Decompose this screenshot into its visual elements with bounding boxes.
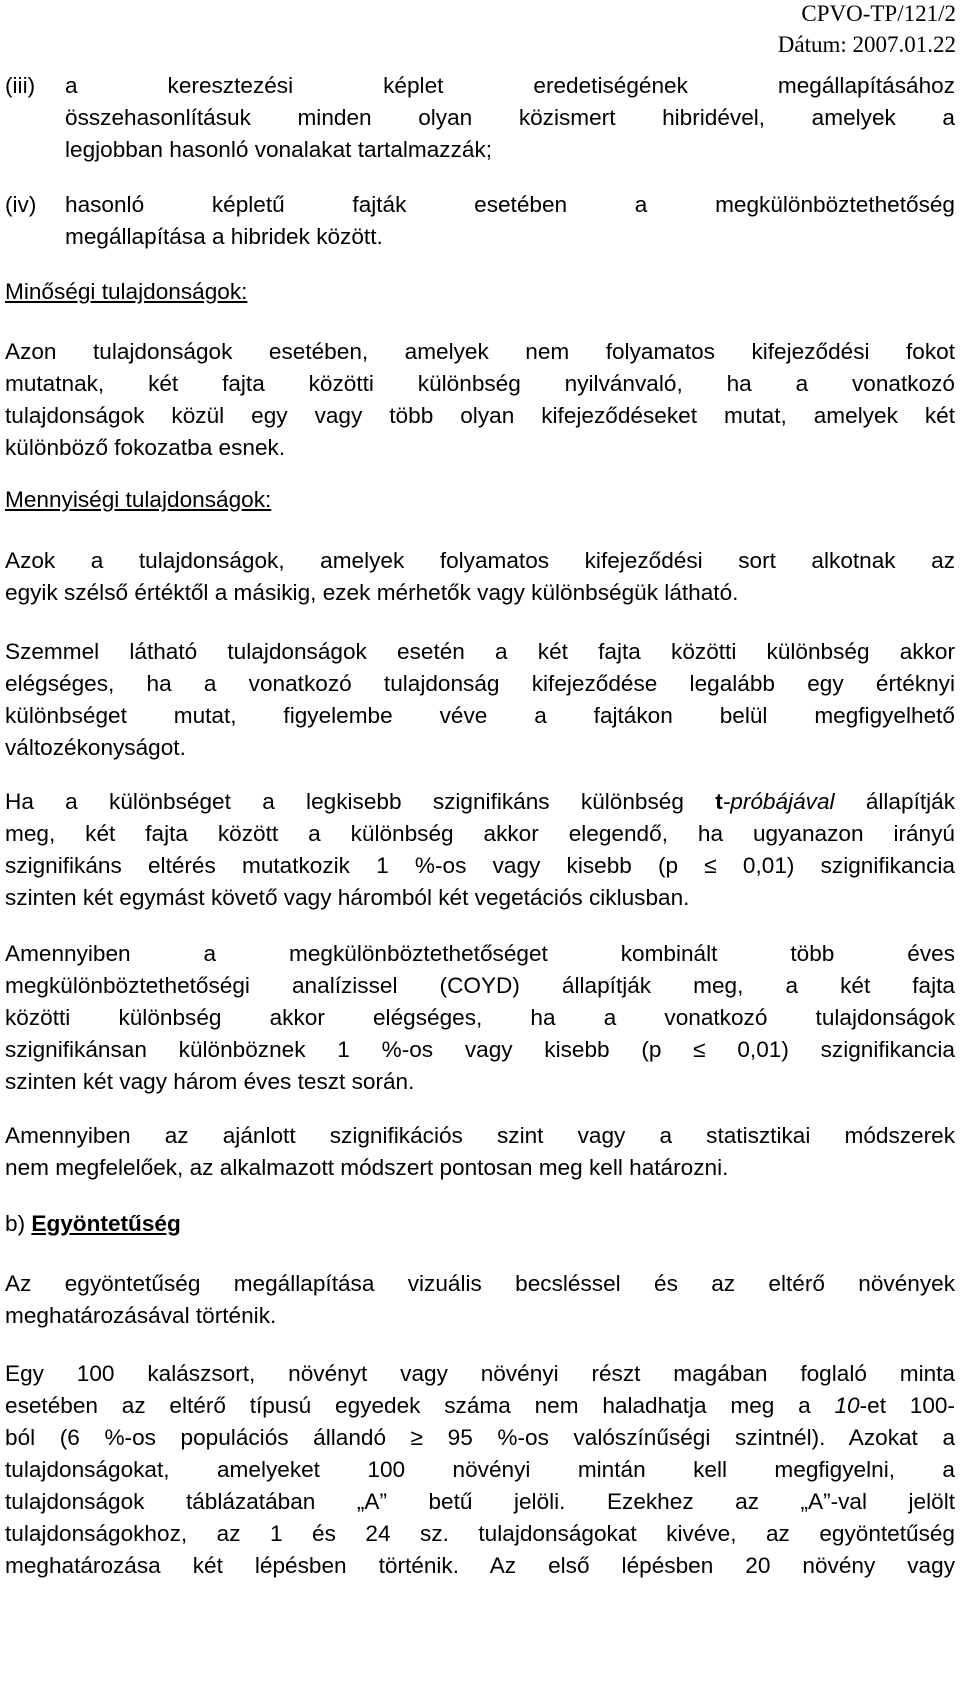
text-line: tulajdonságokhoz, az 1 és 24 sz. tulajdonságokat kivéve, az egyöntetűség bbox=[5, 1521, 955, 1546]
list-item bbox=[5, 70, 955, 166]
text-line: Amennyiben az ajánlott szignifikációs szint vagy a statisztikai módszerek bbox=[5, 1123, 955, 1148]
text-line: összehasonlításuk minden olyan közismert hibridével, amelyek a bbox=[65, 105, 955, 130]
text-line: Egy 100 kalászsort, növényt vagy növényi részt magában foglaló minta bbox=[5, 1361, 955, 1386]
text-line: közötti különbség akkor elégséges, ha a vonatkozó tulajdonságok bbox=[5, 1005, 955, 1030]
paragraph-ttest bbox=[5, 786, 955, 914]
text-line: Amennyiben a megkülönböztethetőséget kombinált több éves bbox=[5, 941, 955, 966]
section-heading-quantitative bbox=[5, 484, 955, 516]
text-line: egyik szélső értéktől a másikig, ezek mérhetők vagy különbségük látható. bbox=[5, 580, 739, 605]
document-id: CPVO-TP/121/2 bbox=[801, 1, 956, 26]
text-run: esetében az eltérő típusú egyedek száma nem haladhatja meg a bbox=[5, 1393, 835, 1418]
greater-equal-symbol: ≥ bbox=[410, 1425, 424, 1450]
less-equal-symbol: ≤ bbox=[704, 853, 717, 878]
section-heading-qualitative bbox=[5, 276, 955, 308]
heading-prefix: b) bbox=[5, 1211, 32, 1236]
paragraph-sample bbox=[5, 1358, 955, 1582]
paragraph-visual bbox=[5, 636, 955, 764]
text-run: szignifikánsan különböznek 1 %-os vagy kisebb (p bbox=[5, 1037, 694, 1062]
text-line: Azok a tulajdonságok, amelyek folyamatos kifejeződési sort alkotnak az bbox=[5, 548, 955, 573]
text-run: 0,01) szignifikancia bbox=[705, 1037, 955, 1062]
text-line: különbséget mutat, figyelembe véve a fajtákon belül megfigyelhető bbox=[5, 703, 955, 728]
text-line bbox=[5, 850, 955, 882]
text-run: Ha a különbséget a legkisebb szignifikáns különbség bbox=[5, 789, 716, 814]
text-line: elégséges, ha a vonatkozó tulajdonság kifejeződése legalább egy értéknyi bbox=[5, 671, 955, 696]
italic-run: 10 bbox=[834, 1393, 860, 1418]
text-line: szinten két vagy három éves teszt során. bbox=[5, 1069, 415, 1094]
heading-text: Minőségi tulajdonságok: bbox=[5, 279, 248, 304]
paragraph-uniformity bbox=[5, 1268, 955, 1332]
list-item bbox=[5, 189, 955, 253]
text-line bbox=[5, 1390, 955, 1422]
list-number: (iii) bbox=[5, 73, 36, 98]
text-line: változékonyságot. bbox=[5, 735, 186, 760]
text-line: legjobban hasonló vonalakat tartalmazzák; bbox=[65, 137, 493, 162]
text-line: szinten két egymást követő vagy háromból két vegetációs ciklusban. bbox=[5, 885, 690, 910]
text-line: a keresztezési képlet eredetiségének megállapításához bbox=[65, 73, 955, 98]
text-line: Az egyöntetűség megállapítása vizuális becsléssel és az eltérő növények bbox=[5, 1271, 955, 1296]
less-equal-symbol: ≤ bbox=[693, 1037, 706, 1062]
list-number: (iv) bbox=[5, 192, 37, 217]
document-date: Dátum: 2007.01.22 bbox=[777, 32, 956, 57]
text-line bbox=[5, 1422, 955, 1454]
text-line: meghatározása két lépésben történik. Az első lépésben 20 növény vagy bbox=[5, 1553, 955, 1578]
text-line: mutatnak, két fajta közötti különbség nyilvánvaló, ha a vonatkozó bbox=[5, 371, 955, 396]
text-line: különböző fokozatba esnek. bbox=[5, 435, 286, 460]
heading-text: Egyöntetűség bbox=[31, 1211, 181, 1236]
text-run: szignifikáns eltérés mutatkozik 1 %-os vagy kisebb (p bbox=[5, 853, 705, 878]
text-line: Azon tulajdonságok esetében, amelyek nem folyamatos kifejeződési fokot bbox=[5, 339, 955, 364]
paragraph-quantitative bbox=[5, 545, 955, 609]
text-line: megkülönböztethetőségi analízissel (COYD) állapítják meg, a két fajta bbox=[5, 973, 955, 998]
text-line bbox=[5, 786, 955, 818]
text-line: meg, két fajta között a különbség akkor elegendő, ha ugyanazon irányú bbox=[5, 821, 955, 846]
text-run: -et 100- bbox=[859, 1393, 955, 1418]
text-line: Szemmel látható tulajdonságok esetén a két fajta közötti különbség akkor bbox=[5, 639, 955, 664]
text-line: nem megfelelőek, az alkalmazott módszert pontosan meg kell határozni. bbox=[5, 1155, 729, 1180]
text-line: tulajdonságok közül egy vagy több olyan kifejeződéseket mutat, amelyek két bbox=[5, 403, 955, 428]
text-line bbox=[5, 1034, 955, 1066]
section-heading-uniformity bbox=[5, 1208, 955, 1240]
paragraph-coyd bbox=[5, 938, 955, 1098]
text-line: tulajdonságok táblázatában „A” betű jelöli. Ezekhez az „A”-val jelölt bbox=[5, 1489, 955, 1514]
italic-run: -próbájával bbox=[722, 789, 835, 814]
text-line: hasonló képletű fajták esetében a megkülönböztethetőség bbox=[65, 192, 955, 217]
text-run: 0,01) szignifikancia bbox=[716, 853, 955, 878]
text-run: ból (6 %-os populációs állandó bbox=[5, 1425, 411, 1450]
paragraph-qualitative bbox=[5, 336, 955, 464]
text-line: meghatározásával történik. bbox=[5, 1303, 277, 1328]
text-run: állapítják bbox=[834, 789, 956, 814]
text-line: megállapítása a hibridek között. bbox=[65, 224, 383, 249]
bold-run: t bbox=[715, 789, 723, 814]
text-line: tulajdonságokat, amelyeket 100 növényi mintán kell megfigyelni, a bbox=[5, 1457, 955, 1482]
text-run: 95 %-os valószínűségi szintnél). Azokat a bbox=[423, 1425, 956, 1450]
heading-text: Mennyiségi tulajdonságok: bbox=[5, 487, 272, 512]
paragraph-method bbox=[5, 1120, 955, 1184]
